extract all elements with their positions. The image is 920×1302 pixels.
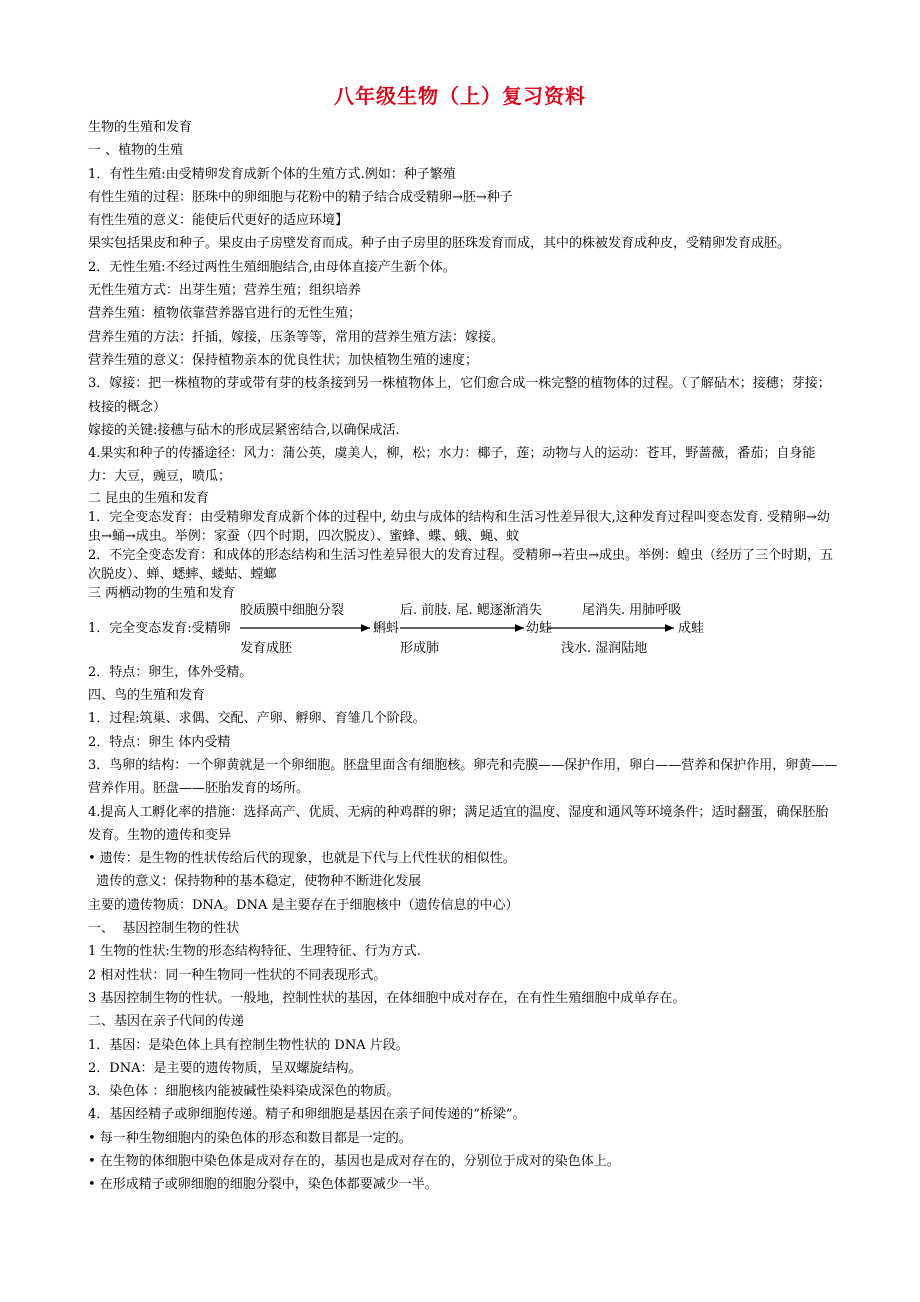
text-paragraph: 4.果实和种子的传播途径：风力：蒲公英，虞美人，柳，松；水力：椰子，莲；动物与人的运动：苍耳，野蔷薇，番茄；自身能力：大豆，豌豆，喷瓜； [88, 446, 816, 485]
text-line: 1．有性生殖:由受精卵发育成新个体的生殖方式.例如：种子繁殖 [88, 166, 456, 182]
diagram-stage: 蝌蚪 [373, 620, 400, 636]
diagram-start: 1．完全变态发育:受精卵 [88, 620, 231, 636]
diagram-label: 浅水. 湿润陆地 [561, 640, 648, 656]
text-line: 1．基因：是染色体上具有控制生物性状的 DNA 片段。 [88, 1037, 409, 1053]
subsection-heading: 一 、植物的生殖 [88, 143, 184, 159]
document-body [88, 116, 840, 1197]
section-heading: 生物的生殖和发育 [88, 120, 193, 135]
text-line: 果实包括果皮和种子。果皮由子房壁发育而成。种子由子房里的胚珠发育而成，其中的株被发育成种皮，受精卵发育成胚。 [88, 236, 791, 252]
subsection-heading: 二 昆虫的生殖和发育 [88, 490, 210, 506]
text-paragraph: 4.提高人工孵化率的措施：选择高产、优质、无病的种鸡群的卵；满足适宜的温度、湿度和通风等环境条件；适时翻蛋，确保胚胎发育。生物的遗传和变异 [88, 804, 829, 843]
text-paragraph: 2．不完全变态发育：和成体的形态结构和生活习性差异很大的发育过程。受精卵→若虫→成虫。举例：蝗虫（经历了三个时期，五次脱皮）、蝉、蟋蟀、蝼蛄、螳螂 [88, 547, 834, 582]
bullet-item: • 在生物的体细胞中染色体是成对存在的，基因也是成对存在的，分别位于成对的染色体上。 [88, 1153, 620, 1169]
text-line: 嫁接的关键:接穗与砧木的形成层紧密结合,以确保成活. [88, 422, 400, 438]
diagram-label: 尾消失. 用肺呼吸 [582, 602, 682, 618]
text-line: 3．染色体 ：细胞核内能被碱性染料染成深色的物质。 [88, 1084, 400, 1100]
diagram-stage: 成蛙 [678, 620, 705, 636]
diagram-label: 胶质膜中细胞分裂 [240, 602, 345, 618]
diagram-label: 发育成胚 [240, 640, 293, 656]
text-line: 2．DNA：是主要的遗传物质，呈双螺旋结构。 [88, 1060, 362, 1076]
bullet-item: • 在形成精子或卵细胞的细胞分裂中，染色体都要减少一半。 [88, 1177, 438, 1193]
diagram-label: 后. 前肢. 尾. 鳃逐渐消失 [400, 602, 542, 618]
text-line: 无性生殖方式：出芽生殖；营养生殖；组织培养 [88, 283, 362, 299]
text-line: 遗传的意义：保持物种的基本稳定，使物种不断进化发展 [88, 874, 422, 890]
text-line: 3 基因控制生物的性状。一般地，控制性状的基因，在体细胞中成对存在，在有性生殖细胞中成单存在。 [88, 990, 686, 1006]
text-line: 营养生殖的方法：扦插，嫁接，压条等等，常用的营养生殖方法：嫁接。 [88, 329, 505, 345]
subsection-heading: 二、基因在亲子代间的传递 [88, 1014, 245, 1030]
diagram-stage: 幼蛙 [526, 620, 553, 636]
text-line: 1 生物的性状:生物的形态结构特征、生理特征、行为方式. [88, 944, 421, 960]
subsection-heading: 四、鸟的生殖和发育 [88, 688, 206, 704]
text-line: 有性生殖的意义：能使后代更好的适应环境】 [88, 213, 349, 229]
text-paragraph: 1．完全变态发育：由受精卵发育成新个体的过程中, 幼虫与成体的结构和生活习性差异很大,这种发育过程叫变态发育. 受精卵→幼虫→蛹→成虫。举例：家蚕（四个时期，四次脱皮）、蜜蜂、蝶、蛾、蝇、蚊 [88, 509, 830, 544]
text-line: 主要的遗传物质：DNA。DNA 是主要存在于细胞核中（遗传信息的中心） [88, 897, 519, 913]
text-line: 2．特点：卵生 体内受精 [88, 734, 231, 750]
text-line: 营养生殖：植物依靠营养器官进行的无性生殖； [88, 306, 362, 322]
text-line: 1．过程:筑巢、求偶、交配、产卵、孵卵、育雏几个阶段。 [88, 711, 426, 727]
text-paragraph: 3．鸟卵的结构：一个卵黄就是一个卵细胞。胚盘里面含有细胞核。卵壳和壳膜——保护作用，卵白——营养和保护作用，卵黄——营养作用。胚盘——胚胎发育的场所。 [88, 757, 838, 797]
text-line: 有性生殖的过程：胚珠中的卵细胞与花粉中的精子结合成受精卵→胚→种子 [88, 189, 513, 205]
diagram-label: 形成肺 [400, 640, 440, 656]
page-title: 八年级生物（上）复习资料 [334, 84, 586, 108]
text-line: 2 相对性状：同一种生物同一性状的不同表现形式。 [88, 967, 387, 983]
subsection-heading: 三 两栖动物的生殖和发育 [88, 585, 236, 601]
subsection-heading: 一、 基因控制生物的性状 [88, 921, 240, 937]
text-line: 营养生殖的意义：保持植物亲本的优良性状；加快植物生殖的速度； [88, 352, 479, 368]
bullet-item: • 每一种生物细胞内的染色体的形态和数目都是一定的。 [88, 1130, 412, 1146]
text-paragraph: 3．嫁接：把一株植物的芽或带有芽的枝条接到另一株植物体上，它们愈合成一株完整的植物体的过程。（了解砧木；接穗；芽接；枝接的概念） [88, 376, 831, 415]
text-line: 2．无性生殖:不经过两性生殖细胞结合,由母体直接产生新个体。 [88, 259, 456, 275]
bullet-item: • 遗传：是生物的性状传给后代的现象，也就是下代与上代性状的相似性。 [88, 851, 516, 867]
text-line: 4．基因经精子或卵细胞传递。精子和卵细胞是基因在亲子间传递的“桥梁”。 [88, 1107, 526, 1123]
frog-development-diagram [88, 603, 840, 661]
text-line: 2．特点：卵生，体外受精。 [88, 664, 253, 680]
